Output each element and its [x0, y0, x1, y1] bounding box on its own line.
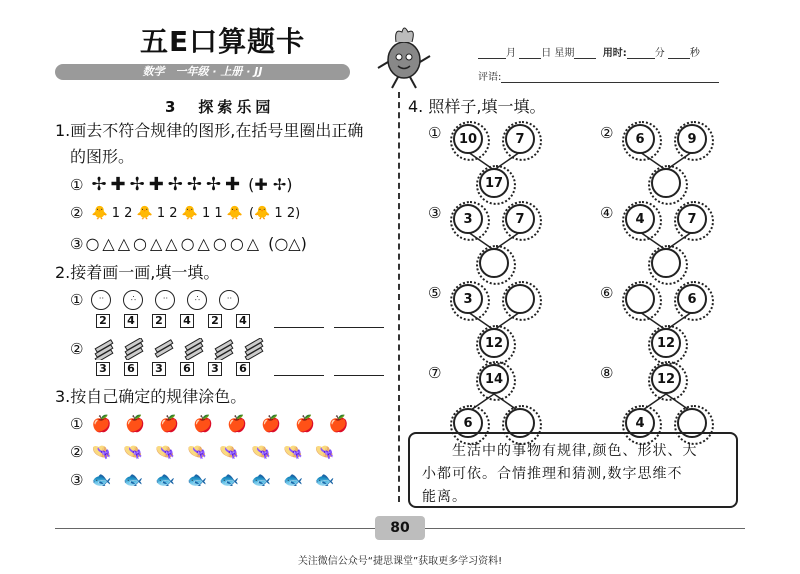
bond-label: ① — [428, 124, 442, 142]
tip-line: 小都可依。合情推理和猜测,数字思维不 — [422, 466, 683, 482]
bond-label: ⑧ — [600, 364, 614, 382]
page-number: 80 — [375, 516, 425, 540]
bond-label: ⑥ — [600, 284, 614, 302]
month-field[interactable] — [478, 49, 506, 59]
shape-sequence[interactable]: 🐥 1 2 🐥 1 2 🐥 1 1 🐥 — [91, 205, 244, 221]
q1-row-3: ③ ○△△○△△○△○○△ (○△) — [70, 234, 307, 253]
bond-circle[interactable] — [479, 248, 509, 278]
q3-row-2: ② 👒👒👒👒👒👒👒👒 — [70, 442, 347, 461]
bond-circle[interactable]: 3 — [453, 204, 483, 234]
q2-row-2-numbers: 3 6 3 6 3 6 — [96, 362, 384, 376]
bond-circle[interactable] — [625, 284, 655, 314]
answer-blank[interactable] — [274, 362, 324, 376]
q3-row-3: ③ 🐟🐟🐟🐟🐟🐟🐟🐟 — [70, 470, 347, 489]
bond-circle[interactable]: 7 — [677, 204, 707, 234]
bond-label: ⑤ — [428, 284, 442, 302]
bond-circle[interactable]: 4 — [625, 408, 655, 438]
q3-text: 3.按自己确定的规律涂色。 — [55, 387, 247, 406]
q2-text: 2.接着画一画,填一填。 — [55, 263, 220, 282]
bond-circle[interactable]: 14 — [479, 364, 509, 394]
dot-face: ·· — [219, 290, 239, 310]
bond-label: ② — [600, 124, 614, 142]
q1-text-2: 的图形。 — [70, 147, 135, 166]
minutes-field[interactable] — [627, 49, 655, 59]
answer-choices[interactable]: (✚ ✢) — [248, 175, 293, 194]
q1-row-1: ① ✢✚✢✚✢✢✢✚ (✚ ✢) — [70, 174, 293, 195]
review-line: 评语: — [478, 68, 719, 83]
shape-sequence[interactable]: ✢✚✢✚✢✢✢✚ — [91, 174, 245, 195]
answer-choices[interactable]: (🐥 1 2) — [249, 205, 301, 221]
bond-circle[interactable]: 12 — [479, 328, 509, 358]
answer-blank[interactable] — [274, 314, 324, 328]
bond-circle[interactable]: 9 — [677, 124, 707, 154]
section-title: 3 探索乐园 — [165, 98, 275, 116]
bond-circle[interactable]: 4 — [625, 204, 655, 234]
dot-face: ·· — [91, 290, 111, 310]
bond-circle[interactable]: 12 — [651, 364, 681, 394]
mascot-icon — [372, 20, 436, 92]
subject-bar: 数学 一年级 · 上册 · JJ — [55, 64, 350, 80]
dot-face: ∴ — [123, 290, 143, 310]
stick-bundles-icon — [91, 338, 271, 360]
dot-face: ·· — [155, 290, 175, 310]
footer-note: 关注微信公众号“捷思课堂”获取更多学习资料! — [297, 556, 503, 567]
answer-choices[interactable]: (○△) — [268, 234, 307, 253]
bond-circle[interactable]: 6 — [677, 284, 707, 314]
bond-circle[interactable]: 6 — [453, 408, 483, 438]
bond-circle[interactable]: 17 — [479, 168, 509, 198]
dot-face: ∴ — [187, 290, 207, 310]
tip-box — [408, 432, 738, 508]
bond-circle[interactable] — [651, 248, 681, 278]
day-field[interactable] — [519, 49, 541, 59]
answer-blank[interactable] — [334, 314, 384, 328]
shape-sequence[interactable]: ○△△○△△○△○○△ — [85, 234, 263, 253]
hat-icon[interactable]: 👒👒👒👒👒👒👒👒 — [91, 442, 347, 461]
weekday-field[interactable] — [574, 49, 596, 59]
bond-circle[interactable]: 7 — [505, 204, 535, 234]
q2-row-1-faces: ① ·· ∴ ·· ∴ ·· — [70, 290, 251, 310]
review-field[interactable] — [501, 73, 719, 83]
q1-text-1: 1.画去不符合规律的图形,在括号里圈出正确 — [55, 121, 364, 140]
q2-row-1-numbers: 2 4 2 4 2 4 — [96, 314, 384, 328]
bond-circle[interactable] — [505, 284, 535, 314]
bond-circle[interactable]: 3 — [453, 284, 483, 314]
apple-icon[interactable]: 🍎🍎🍎🍎🍎🍎🍎🍎 — [91, 414, 363, 433]
column-divider — [398, 92, 400, 502]
bond-circle[interactable]: 10 — [453, 124, 483, 154]
bond-label: ④ — [600, 204, 614, 222]
bond-circle[interactable] — [651, 168, 681, 198]
brand-title: 五E口算题卡 — [140, 25, 306, 58]
seconds-field[interactable] — [668, 49, 690, 59]
bond-circle[interactable]: 12 — [651, 328, 681, 358]
q3-row-1: ① 🍎🍎🍎🍎🍎🍎🍎🍎 — [70, 414, 363, 433]
q1-row-2: ② 🐥 1 2 🐥 1 2 🐥 1 1 🐥 (🐥 1 2) — [70, 204, 301, 222]
tip-line: 能离。 — [422, 489, 467, 505]
bond-label: ⑦ — [428, 364, 442, 382]
answer-blank[interactable] — [334, 362, 384, 376]
q4-text: 4. 照样子,填一填。 — [408, 97, 546, 116]
tip-line: 生活中的事物有规律,颜色、形状、大 — [422, 443, 698, 459]
bond-circle[interactable]: 6 — [625, 124, 655, 154]
bond-label: ③ — [428, 204, 442, 222]
fish-icon[interactable]: 🐟🐟🐟🐟🐟🐟🐟🐟 — [91, 470, 347, 489]
date-line: 月 日 星期 用时: 分 秒 — [478, 44, 700, 59]
bond-circle[interactable]: 7 — [505, 124, 535, 154]
q2-row-2-sticks: ② — [70, 338, 271, 360]
